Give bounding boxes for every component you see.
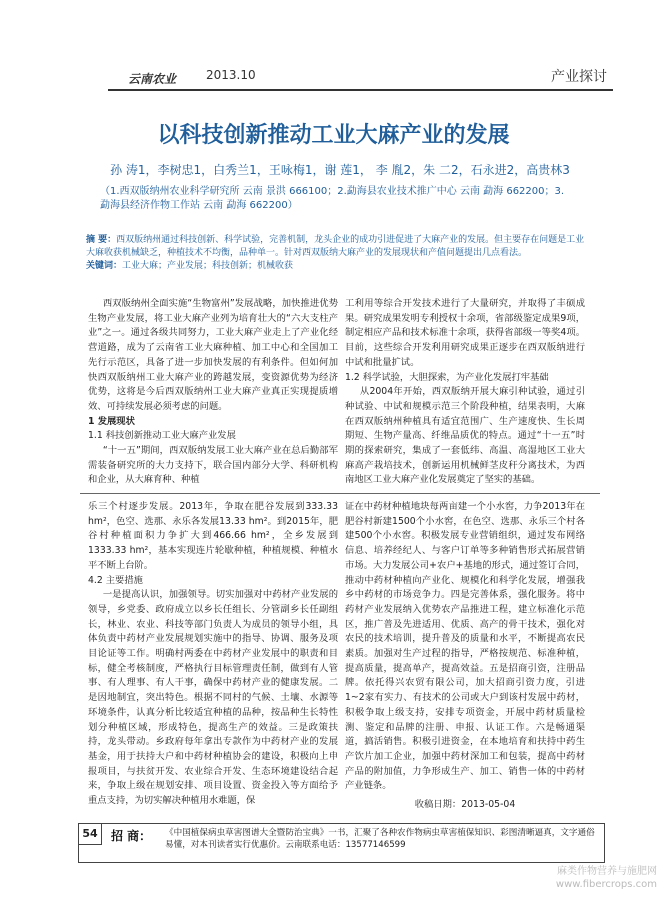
subsection-heading: 1.1 科技创新推动工业大麻产业发展 bbox=[88, 430, 236, 442]
subsection-heading: 4.2 主要措施 bbox=[88, 574, 143, 586]
body-paragraph: 证在中药材种植地块每两亩建一个小水窖，力争2013年在肥谷村新建1500个小水窖，在色空、选那、永乐三个村各建500个小水窖。积极发展专业营销组织，通过发布网络信息、培养经纪人、与客户订单等多种销售形式拓展营销市场。大力发展公司+农户+基地的形式，通过签订合同，推动中药材种植向产业化、规模化和科学化发展，增强我乡中药材的市场竞争力。四是完善体系，强化服务。将中药材产业发展纳入优势农产品推进工程，建立标准化示范区，推广普及先进适用、优质、高产的骨干技术，强化对农民的技术培训，提升普及的质量和水平，不断提高农民素质。加强对生产过程的指导，严格按规范、标准种植，提高质量，提高单产，提高效益。五是招商引资，注册品牌。依托得兴农贸有限公司，加大招商引资力度，引进1~2家有实力、有技术的公司或大户到该村发展中药材，积极争取上级支持，安排专项资金，开展中药材质量检测、鉴定和品牌的注册、申报、认证工作。六是畅通渠道，搞活销售。积极引进资金，在本地培育和扶持中药生产饮片加工企业，加强中药材深加工和包装，提高中药材产品的附加值，力争形成生产、加工、销售一体的中药材产业链条。 bbox=[345, 501, 585, 792]
keywords-text: 工业大麻；产业发展；科技创新；机械收获 bbox=[122, 261, 294, 271]
watermark-line: www.fibercrops.com bbox=[555, 879, 657, 890]
body-paragraph: 工利用等综合开发技术进行了大量研究，并取得了丰硕成果。研究成果发明专利授权十余项，省部级鉴定成果9项，制定相应产品和技术标准十余项，获得省部级一等奖4项。目前，这些综合开发利用研究成果正逐步在西双版纳进行中试和批量扩试。 bbox=[345, 298, 585, 368]
body-paragraph: 西双版纳州全面实施“生物富州”发展战略，加快推进优势生物产业发展，将工业大麻产业列为培育壮大的“六大支柱产业”之一。通过各级共同努力，工业大麻产业走上了产业化经营道路，成为了云南省工业大麻种植、加工中心和全国加工先行示范区，具备了进一步加快发展的有利条件。但如何加快西双版纳州工业大麻产业的跨越发展，变资源优势为经济优势，这将是今后西双版纳州工业大麻产业真正实现提质增效、可持续发展必须考虑的问题。 bbox=[88, 298, 338, 412]
author-list: 孙 涛1，李树忠1，白秀兰1，王咏梅1，谢 莲1， 李 胤2，朱 二2，石永进2，高贵林3 bbox=[110, 163, 570, 177]
keywords bbox=[86, 260, 586, 273]
body-column-left-top bbox=[88, 297, 338, 488]
advert-text: 《中国植保病虫草害图谱大全暨防治宝典》一书，汇聚了各种农作物病虫草害植保知识、彩图清晰逼真，文字通俗易懂，对本刊读者实行优惠价。云南联系电话：13577146599 bbox=[165, 828, 595, 850]
section-divider bbox=[80, 493, 600, 494]
page-number: 54 bbox=[79, 824, 102, 845]
section-heading: 1 发展现状 bbox=[88, 415, 135, 427]
body-paragraph: 乐三个村逐步发展。2013年，争取在肥谷发展到333.33 hm²，色空、选那、永乐各发展13.33 hm²。到2015年，肥谷村种植面积力争扩大到466.66 hm²，全乡发展到1333.33 hm²，基本实现连片轮歇种植，种植规模、种植水平不断上台阶。 bbox=[88, 501, 338, 571]
abstract-label: 摘 要： bbox=[86, 235, 117, 245]
abstract-block bbox=[86, 234, 586, 273]
received-date: 收稿日期：2013-05-04 bbox=[414, 799, 516, 811]
abstract-text: 西双版纳州通过科技创新、科学试验，完善机制，龙头企业的成功引进促进了大麻产业的发展。但主要存在问题是工业大麻收获机械缺乏，种植技术不均衡，品种单一。针对西双版纳大麻产业的发展现状和产值问题提出几点看法。 bbox=[86, 235, 585, 258]
keywords-label: 关键词： bbox=[86, 261, 123, 271]
body-column-right-bottom bbox=[345, 500, 585, 813]
body-column-right-top bbox=[345, 297, 585, 488]
section-label: 产业探讨 bbox=[551, 69, 607, 85]
journal-brand: 云南农业 bbox=[128, 72, 177, 86]
article-title: 以科技创新推动工业大麻产业的发展 bbox=[157, 122, 510, 148]
header-rule bbox=[108, 89, 613, 91]
page-header bbox=[108, 64, 613, 88]
abstract bbox=[86, 234, 586, 260]
body-paragraph: 一是提高认识，加强领导。切实加强对中药材产业发展的领导，乡党委、政府成立以乡长任组长、分管副乡长任副组长，林业、农业、科技等部门负责人为成员的领导小组，具体负责中药材产业发展规划实施中的指导、协调、服务及项目论证等工作。明确村两委在中药材产业发展中的职责和目标，健全考核制度，严格执行目标管理责任制，做到有人管事、有人理事、有人干事，确保中药材产业的健康发展。二是因地制宜，突出特色。根据不同村的气候、土壤、水源等环境条件，认真分析比较适宜种植的品种，按品种生长特性划分种植区域，形成特色，提高生产的效益。三是政策扶持，龙头带动。乡政府每年拿出专款作为中药材产业的发展基金，用于扶持大户和中药材种植协会的建设，积极向上申报项目，与扶贫开发、农业综合开发、生态环境建设结合起来，争取上级在规划安排、项目设置、资金投入等方面给予重点支持，为切实解决种植用水难题，保 bbox=[88, 589, 338, 807]
body-paragraph: 从2004年开始，西双版纳开展大麻引种试验，通过引种试验、中试和规模示范三个阶段种植，结果表明，大麻在西双版纳州种植具有适宜范围广、生产速度快、生长周期短、生物产量高、纤维品质优的特点。通过“十一五”时期的探索研究，集成了一套低纬、高温、高湿地区工业大麻高产栽培技术，创新运用机械鲜茎皮秆分离技术，为西南地区工业大麻产业化发展奠定了坚实的基础。 bbox=[345, 386, 585, 486]
body-column-left-bottom bbox=[88, 500, 338, 809]
watermark-line: 麻类作物营养与施肥网 bbox=[557, 866, 657, 877]
advert-footer bbox=[78, 823, 605, 863]
affiliations: （1.西双版纳州农业科学研究所 云南 景洪 666100；2.勐海县农业技术推广中心 云南 勐海 662200；3.勐海县经济作物工作站 云南 勐海 662200） bbox=[100, 186, 565, 211]
site-watermark bbox=[556, 865, 657, 891]
body-paragraph: “十一五”期间，西双版纳发展工业大麻产业在总后勤部军需装备研究所的大力支持下，联合国内部分大学、科研机构和企业，从大麻育种、种植 bbox=[88, 445, 338, 486]
advert-label: 招 商： bbox=[111, 829, 152, 843]
subsection-heading: 1.2 科学试验，大胆探索，为产业化发展打牢基础 bbox=[345, 371, 549, 383]
issue-label: 2013.10 bbox=[206, 68, 256, 82]
